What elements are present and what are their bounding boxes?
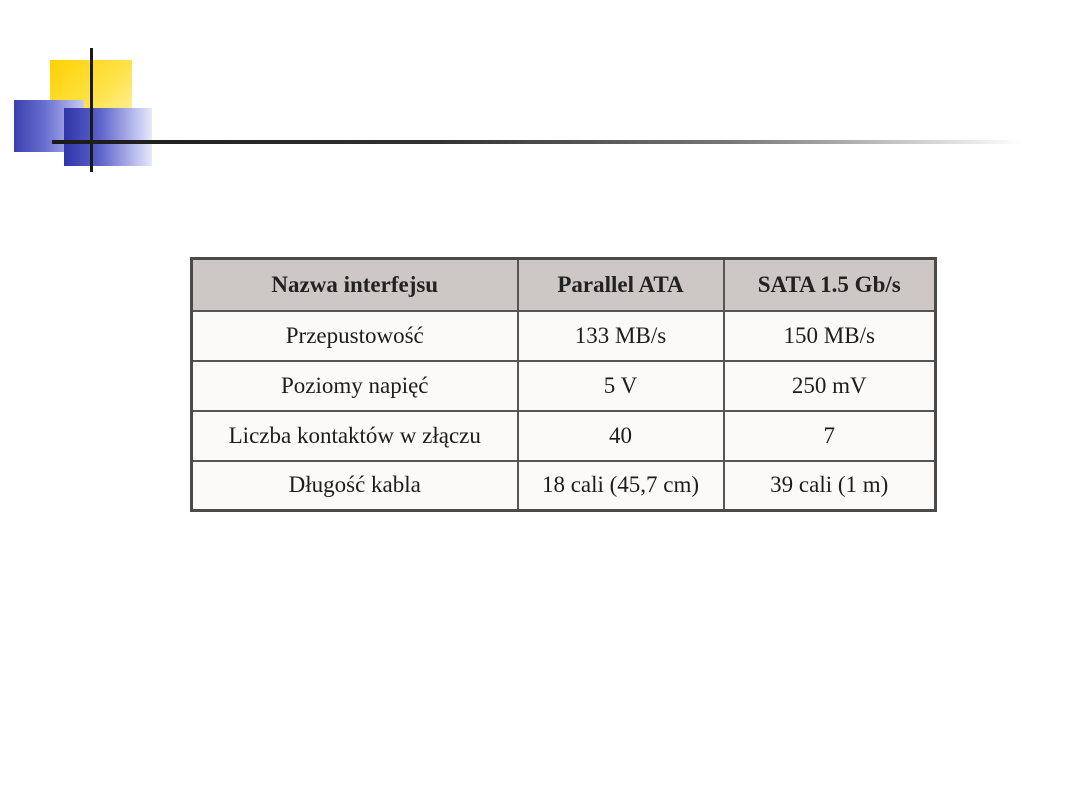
cell-parallel-ata: 40: [518, 411, 724, 461]
table-row: [192, 361, 936, 411]
cell-sata: 39 cali (1 m): [724, 461, 936, 511]
cell-sata: 150 MB/s: [724, 311, 936, 361]
header-parallel-ata: Parallel ATA: [518, 259, 724, 311]
cell-sata: 250 mV: [724, 361, 936, 411]
decorative-vertical-line: [90, 48, 93, 172]
comparison-table: [190, 257, 937, 512]
cell-sata: 7: [724, 411, 936, 461]
header-sata: SATA 1.5 Gb/s: [724, 259, 936, 311]
cell-parallel-ata: 5 V: [518, 361, 724, 411]
table-header-row: [192, 259, 936, 311]
row-label: Liczba kontaktów w złączu: [192, 411, 518, 461]
table-row: [192, 411, 936, 461]
cell-parallel-ata: 18 cali (45,7 cm): [518, 461, 724, 511]
decorative-horizontal-line: [52, 140, 1022, 144]
table-row: [192, 461, 936, 511]
row-label: Długość kabla: [192, 461, 518, 511]
row-label: Poziomy napięć: [192, 361, 518, 411]
header-interface-name: Nazwa interfejsu: [192, 259, 518, 311]
cell-parallel-ata: 133 MB/s: [518, 311, 724, 361]
comparison-table-image: [190, 257, 934, 509]
row-label: Przepustowość: [192, 311, 518, 361]
table-row: [192, 311, 936, 361]
decorative-blue-square-right: [64, 108, 152, 166]
